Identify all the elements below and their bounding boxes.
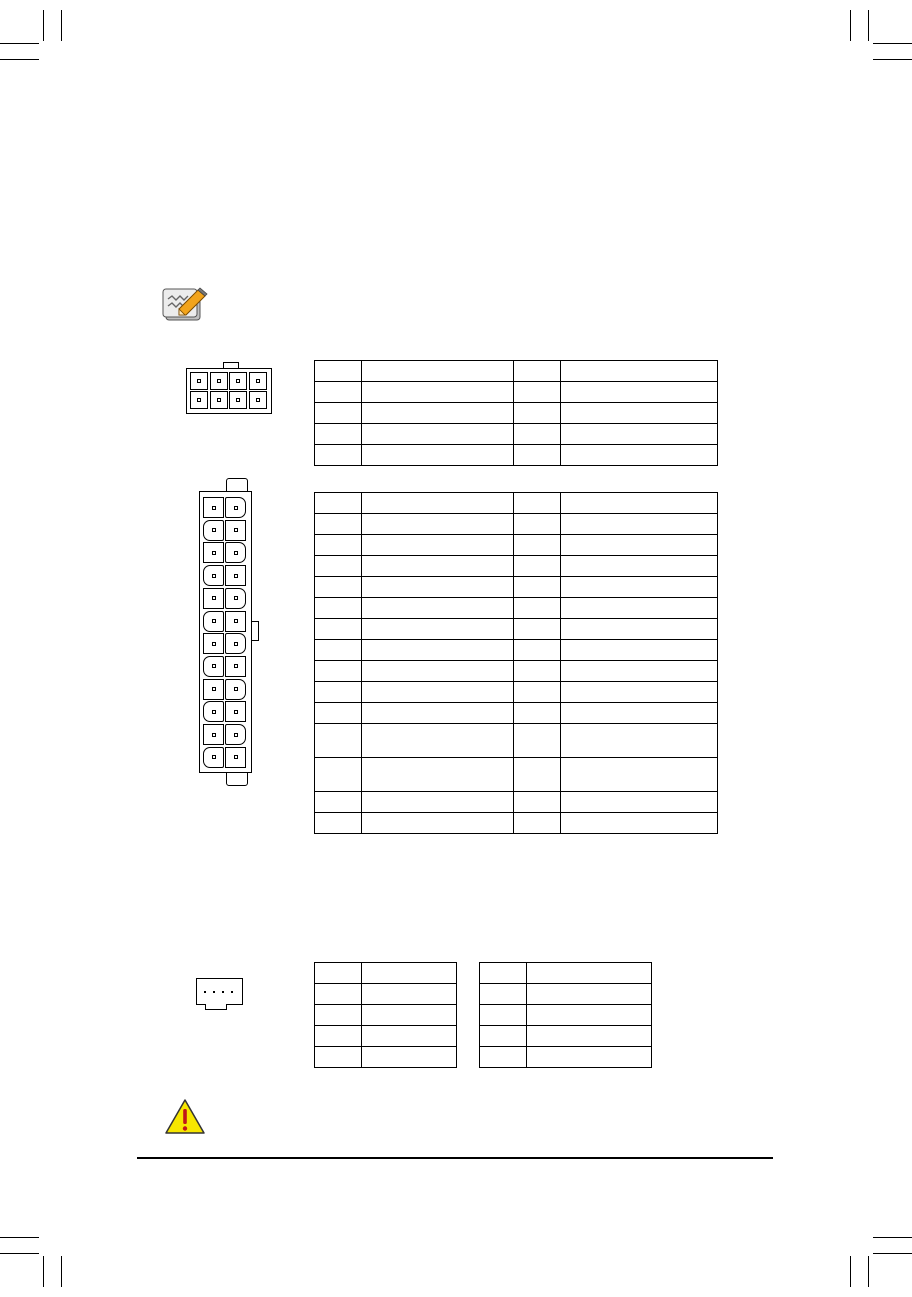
table-row bbox=[480, 1026, 652, 1047]
table-cell bbox=[315, 445, 362, 466]
table-cell bbox=[514, 361, 561, 382]
table-row bbox=[315, 724, 718, 758]
table-cell bbox=[480, 984, 527, 1005]
table-row bbox=[315, 361, 718, 382]
table-cell bbox=[315, 382, 362, 403]
table-cell bbox=[561, 535, 718, 556]
connector-pin bbox=[225, 679, 246, 700]
table-cell bbox=[362, 984, 457, 1005]
connector-pin bbox=[225, 747, 246, 768]
table-cell bbox=[362, 1005, 457, 1026]
connector-pin bbox=[203, 611, 224, 632]
table-cell bbox=[315, 682, 362, 703]
table-cell bbox=[362, 424, 514, 445]
crop-mark bbox=[850, 10, 851, 41]
crop-mark bbox=[61, 10, 62, 41]
table-row bbox=[480, 1047, 652, 1068]
table-row bbox=[315, 424, 718, 445]
table-cell bbox=[561, 403, 718, 424]
table-row bbox=[315, 445, 718, 466]
connector-pin bbox=[203, 701, 224, 722]
table-cell bbox=[527, 1047, 652, 1068]
table-cell bbox=[315, 577, 362, 598]
crop-mark bbox=[868, 10, 869, 41]
connector-pin bbox=[249, 391, 267, 409]
table-row bbox=[315, 619, 718, 640]
connector-pin bbox=[225, 701, 246, 722]
warning-triangle-icon bbox=[164, 1098, 206, 1136]
table-cell bbox=[315, 493, 362, 514]
table-row bbox=[480, 1005, 652, 1026]
table-cell bbox=[315, 792, 362, 813]
crop-mark bbox=[873, 1253, 912, 1254]
table-cell bbox=[315, 640, 362, 661]
table-row bbox=[315, 403, 718, 424]
table-cell bbox=[480, 963, 527, 984]
table-cell bbox=[527, 984, 652, 1005]
table-cell bbox=[362, 535, 514, 556]
table-cell bbox=[362, 703, 514, 724]
connector-pin bbox=[222, 991, 224, 993]
table-cell bbox=[362, 963, 457, 984]
table-cell bbox=[514, 661, 561, 682]
table-cell bbox=[514, 598, 561, 619]
table-cell bbox=[315, 661, 362, 682]
table-cell bbox=[362, 619, 514, 640]
crop-mark bbox=[43, 10, 44, 41]
connector-pin bbox=[203, 724, 224, 745]
table-cell bbox=[561, 445, 718, 466]
table-row bbox=[315, 682, 718, 703]
atx24-pin-table bbox=[314, 492, 718, 834]
table-cell bbox=[514, 724, 561, 758]
table-cell bbox=[514, 445, 561, 466]
table-cell bbox=[315, 598, 362, 619]
table-cell bbox=[561, 703, 718, 724]
table-cell bbox=[362, 382, 514, 403]
table-row bbox=[315, 963, 457, 984]
connector-pin bbox=[203, 679, 224, 700]
connector-pin bbox=[225, 724, 246, 745]
table-cell bbox=[561, 493, 718, 514]
connector-pin bbox=[203, 542, 224, 563]
table-cell bbox=[514, 792, 561, 813]
crop-mark bbox=[850, 1256, 851, 1287]
table-cell bbox=[514, 813, 561, 834]
table-cell bbox=[514, 493, 561, 514]
table-cell bbox=[514, 403, 561, 424]
table-cell bbox=[315, 703, 362, 724]
table-cell bbox=[514, 619, 561, 640]
connector-pin bbox=[203, 497, 224, 518]
table-cell bbox=[514, 640, 561, 661]
connector-pin bbox=[204, 991, 206, 993]
table-row bbox=[315, 813, 718, 834]
table-row bbox=[315, 1026, 457, 1047]
table-cell bbox=[315, 758, 362, 792]
crop-mark bbox=[873, 59, 912, 60]
table-cell bbox=[315, 403, 362, 424]
crop-mark bbox=[61, 1256, 62, 1287]
table-cell bbox=[527, 1026, 652, 1047]
table-cell bbox=[362, 1047, 457, 1068]
table-row bbox=[315, 758, 718, 792]
table-cell bbox=[561, 758, 718, 792]
crop-mark bbox=[43, 1256, 44, 1287]
connector-pin bbox=[190, 391, 208, 409]
table-cell bbox=[315, 361, 362, 382]
connector-pin bbox=[225, 497, 246, 518]
table-cell bbox=[315, 619, 362, 640]
table-cell bbox=[362, 445, 514, 466]
connector-pin bbox=[225, 656, 246, 677]
connector-pin bbox=[229, 391, 247, 409]
connector-pin bbox=[203, 656, 224, 677]
table-cell bbox=[362, 724, 514, 758]
connector-pin bbox=[203, 588, 224, 609]
table-cell bbox=[315, 1026, 362, 1047]
table-cell bbox=[561, 792, 718, 813]
connector-pin bbox=[203, 565, 224, 586]
atx8-pin-table bbox=[314, 360, 718, 466]
table-row bbox=[315, 556, 718, 577]
table-cell bbox=[362, 1026, 457, 1047]
table-cell bbox=[315, 1047, 362, 1068]
table-row bbox=[315, 493, 718, 514]
crop-mark bbox=[0, 59, 39, 60]
table-cell bbox=[514, 682, 561, 703]
connector-pin bbox=[210, 391, 228, 409]
table-row bbox=[480, 984, 652, 1005]
table-cell bbox=[362, 792, 514, 813]
table-row bbox=[315, 514, 718, 535]
crop-mark bbox=[0, 43, 39, 44]
crop-mark bbox=[873, 43, 912, 44]
table-cell bbox=[514, 514, 561, 535]
table-cell bbox=[561, 598, 718, 619]
connector-latch bbox=[226, 771, 248, 786]
table-cell bbox=[362, 403, 514, 424]
table-cell bbox=[514, 424, 561, 445]
table-row bbox=[315, 1005, 457, 1026]
table-cell bbox=[561, 424, 718, 445]
table-cell bbox=[362, 556, 514, 577]
table-cell bbox=[561, 661, 718, 682]
table-cell bbox=[362, 514, 514, 535]
table-cell bbox=[362, 813, 514, 834]
table-cell bbox=[561, 361, 718, 382]
table-cell bbox=[561, 514, 718, 535]
table-cell bbox=[514, 703, 561, 724]
table-row bbox=[315, 640, 718, 661]
table-cell bbox=[561, 382, 718, 403]
connector-pin bbox=[190, 372, 208, 390]
table-cell bbox=[362, 661, 514, 682]
table-cell bbox=[480, 1005, 527, 1026]
crop-mark bbox=[0, 1253, 39, 1254]
table-cell bbox=[315, 1005, 362, 1026]
table-cell bbox=[480, 1047, 527, 1068]
fan-pin-table-left bbox=[314, 962, 457, 1068]
connector-pin bbox=[225, 520, 246, 541]
table-row bbox=[315, 598, 718, 619]
table-cell bbox=[362, 640, 514, 661]
connector-key bbox=[205, 1004, 227, 1010]
crop-mark bbox=[873, 1237, 912, 1238]
table-cell bbox=[315, 724, 362, 758]
table-cell bbox=[362, 598, 514, 619]
table-cell bbox=[561, 682, 718, 703]
table-cell bbox=[480, 1026, 527, 1047]
connector-pin bbox=[203, 633, 224, 654]
table-cell bbox=[527, 1005, 652, 1026]
table-cell bbox=[514, 577, 561, 598]
connector-side-key bbox=[251, 621, 259, 641]
table-row bbox=[315, 792, 718, 813]
table-cell bbox=[315, 556, 362, 577]
connector-pin bbox=[225, 542, 246, 563]
table-row bbox=[315, 535, 718, 556]
table-row bbox=[480, 963, 652, 984]
table-cell bbox=[315, 424, 362, 445]
connector-pin bbox=[231, 991, 233, 993]
connector-pin bbox=[229, 372, 247, 390]
table-cell bbox=[561, 640, 718, 661]
table-cell bbox=[362, 361, 514, 382]
connector-pin bbox=[203, 747, 224, 768]
table-row bbox=[315, 984, 457, 1005]
table-cell bbox=[514, 758, 561, 792]
table-row bbox=[315, 661, 718, 682]
table-cell bbox=[514, 556, 561, 577]
fan-pin-table-right bbox=[479, 962, 652, 1068]
table-cell bbox=[561, 724, 718, 758]
connector-pin bbox=[225, 565, 246, 586]
table-cell bbox=[315, 963, 362, 984]
connector-pin bbox=[225, 611, 246, 632]
connector-pin bbox=[225, 633, 246, 654]
table-cell bbox=[362, 682, 514, 703]
table-row bbox=[315, 703, 718, 724]
table-cell bbox=[362, 758, 514, 792]
table-cell bbox=[561, 813, 718, 834]
table-row bbox=[315, 1047, 457, 1068]
table-cell bbox=[315, 984, 362, 1005]
table-cell bbox=[527, 963, 652, 984]
table-row bbox=[315, 577, 718, 598]
connector-pin bbox=[203, 520, 224, 541]
crop-mark bbox=[868, 1256, 869, 1287]
note-pencil-icon bbox=[160, 284, 210, 328]
table-cell bbox=[362, 493, 514, 514]
footer-rule bbox=[137, 1157, 773, 1159]
connector-pin bbox=[225, 588, 246, 609]
table-cell bbox=[561, 556, 718, 577]
crop-mark bbox=[0, 1237, 39, 1238]
table-cell bbox=[514, 382, 561, 403]
connector-pin bbox=[210, 372, 228, 390]
table-cell bbox=[514, 535, 561, 556]
table-cell bbox=[315, 514, 362, 535]
connector-pin bbox=[213, 991, 215, 993]
table-row bbox=[315, 382, 718, 403]
table-cell bbox=[315, 813, 362, 834]
table-cell bbox=[561, 619, 718, 640]
connector-pin bbox=[249, 372, 267, 390]
table-cell bbox=[315, 535, 362, 556]
table-cell bbox=[362, 577, 514, 598]
table-cell bbox=[561, 577, 718, 598]
